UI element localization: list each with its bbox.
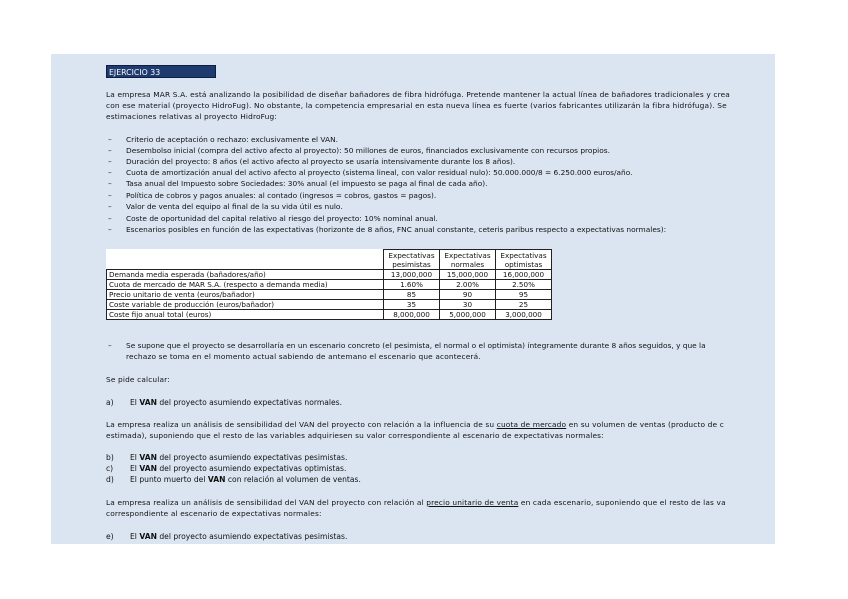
- bullet-item: – Cuota de amortización anual del activo afecto al proyecto (sistema lineal, con valor residual nulo): 50.000.000/8 = 6.250.000 euros/año.: [108, 168, 633, 177]
- table-header-row: [107, 250, 552, 270]
- paragraph-precio-2: correspondiente al escenario de expectativas normales:: [106, 509, 322, 518]
- table-row: Coste fijo anual total (euros) 8,000,000 5,000,000 3,000,000: [107, 310, 552, 320]
- scenario-table: [106, 249, 552, 320]
- bullet-item: – Criterio de aceptación o rechazo: exclusivamente el VAN.: [108, 135, 338, 144]
- paragraph-cuota-2: estimada), suponiendo que el resto de las variables adquiriesen su valor correspondiente al escenario de expectativas normales:: [106, 431, 604, 440]
- table-row: Precio unitario de venta (euros/bañador) 85 90 95: [107, 290, 552, 300]
- bullet-item: – Duración del proyecto: 8 años (el activo afecto al proyecto se usaría intensivamente durante los 8 años).: [108, 157, 516, 166]
- bullet-item: – Coste de oportunidad del capital relativo al riesgo del proyecto: 10% nominal anual.: [108, 214, 438, 223]
- header-normales: Expectativas normales: [440, 250, 496, 270]
- table-row: Cuota de mercado de MAR S.A. (respecto a demanda media) 1.60% 2.00% 2.50%: [107, 280, 552, 290]
- intro-line-3: estimaciones relativas al proyecto HidroFug:: [106, 112, 277, 121]
- exercise-title: EJERCICIO 33: [106, 65, 216, 78]
- question-c: c) El VAN del proyecto asumiendo expectativas optimistas.: [106, 464, 347, 473]
- paragraph-cuota: La empresa realiza un análisis de sensibilidad del VAN del proyecto con relación a la influencia de su cuota de mercado en su volumen de ventas (producto de c: [106, 420, 724, 429]
- assumption-line-1: – Se supone que el proyecto se desarrollaría en un escenario concreto (el pesimista, el normal o el optimista) íntegramente durante 8 años seguidos, y que la: [108, 341, 706, 350]
- question-a: a) El VAN del proyecto asumiendo expectativas normales.: [106, 398, 343, 407]
- bullet-item: – Política de cobros y pagos anuales: al contado (ingresos = cobros, gastos = pagos).: [108, 191, 437, 200]
- intro-line-1: La empresa MAR S.A. está analizando la posibilidad de diseñar bañadores de fibra hidrófuga. Pretende mantener la actual línea de bañadores tradicionales y crea: [106, 90, 730, 99]
- worksheet: [51, 54, 775, 544]
- assumption-line-2: rechazo se toma en el momento actual sabiendo de antemano el escenario que acontecerá.: [126, 352, 481, 361]
- table-row: Demanda media esperada (bañadores/año) 13,000,000 15,000,000 16,000,000: [107, 270, 552, 280]
- bullet-item: – Tasa anual del Impuesto sobre Sociedades: 30% anual (el impuesto se paga al final de cada año).: [108, 179, 488, 188]
- table-row: Coste variable de producción (euros/bañador) 35 30 25: [107, 300, 552, 310]
- header-optimistas: Expectativas optimistas: [496, 250, 552, 270]
- paragraph-precio: La empresa realiza un análisis de sensibilidad del VAN del proyecto con relación al precio unitario de venta en cada escenario, suponiendo que el resto de las va: [106, 498, 726, 507]
- bullet-item: – Escenarios posibles en función de las expectativas (horizonte de 8 años, FNC anual constante, ceteris paribus respecto a expectativas normales):: [108, 225, 667, 234]
- intro-line-2: con ese material (proyecto HidroFug). No obstante, la competencia empresarial en esta nueva línea es fuerte (varios fabricantes utilizarán la fibra hidrófuga). Se: [106, 101, 727, 110]
- question-d: d) El punto muerto del VAN con relación al volumen de ventas.: [106, 475, 361, 484]
- question-b: b) El VAN del proyecto asumiendo expectativas pesimistas.: [106, 453, 348, 462]
- bullet-item: – Valor de venta del equipo al final de la su vida útil es nulo.: [108, 202, 343, 211]
- se-pide: Se pide calcular:: [106, 375, 170, 384]
- bullet-item: – Desembolso inicial (compra del activo afecto al proyecto): 50 millones de euros, financiados exclusivamente con recursos propios.: [108, 146, 610, 155]
- question-e: e) El VAN del proyecto asumiendo expectativas pesimistas.: [106, 532, 348, 541]
- header-pesimistas: Expectativas pesimistas: [384, 250, 440, 270]
